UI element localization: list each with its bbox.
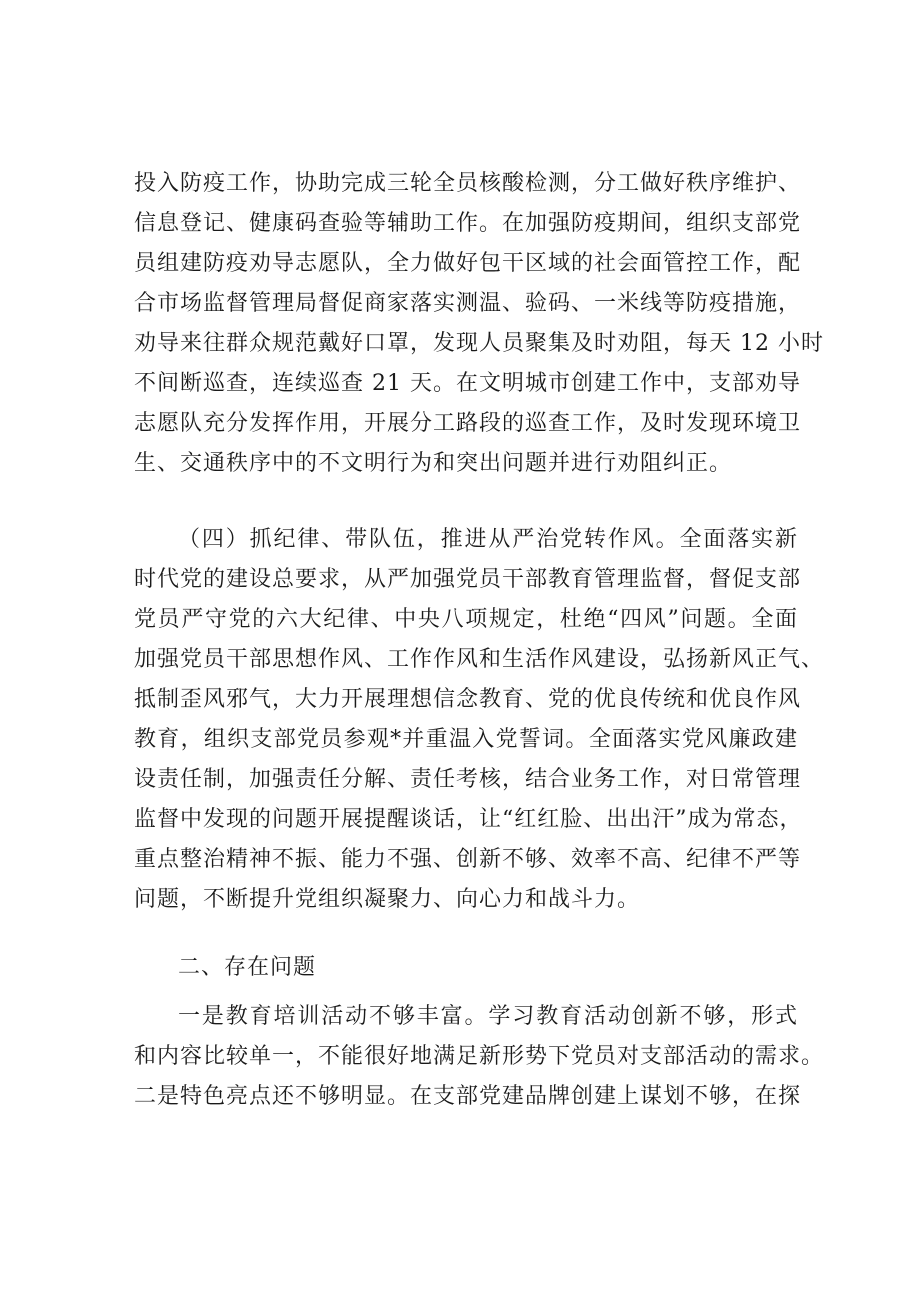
paragraph-line: 加强党员干部思想作风、工作作风和生活作风建设，弘扬新风正气、 — [134, 647, 825, 672]
paragraph-line: 生、交通秩序中的不文明行为和突出问题并进行劝阻纠正。 — [134, 451, 733, 476]
paragraph-line: 员组建防疫劝导志愿队，全力做好包干区域的社会面管控工作，配 — [134, 251, 802, 276]
paragraph-line: 抵制歪风邪气，大力开展理想信念教育、党的优良传统和优良作风 — [134, 687, 802, 712]
paragraph-line: 二是特色亮点还不够明显。在支部党建品牌创建上谋划不够，在探 — [134, 1084, 802, 1109]
paragraph-line: 重点整治精神不振、能力不强、创新不够、效率不高、纪律不严等 — [134, 847, 802, 872]
paragraph-line: 信息登记、健康码查验等辅助工作。在加强防疫期间，组织支部党 — [134, 211, 802, 236]
paragraph-line: 志愿队充分发挥作用，开展分工路段的巡查工作，及时发现环境卫 — [134, 411, 802, 436]
section-heading-problems — [134, 948, 798, 988]
paragraph-problems — [134, 997, 825, 1117]
paragraph-line: 教育，组织支部党员参观*并重温入党誓词。全面落实党风廉政建 — [134, 727, 798, 752]
paragraph-line: 不间断巡查，连续巡查 21 天。在文明城市创建工作中，支部劝导 — [134, 371, 801, 396]
paragraph-line: （四）抓纪律、带队伍，推进从严治党转作风。全面落实新 — [178, 527, 798, 552]
paragraph-line: 党员严守党的六大纪律、中央八项规定，杜绝“四风”问题。全面 — [134, 607, 798, 632]
paragraph-discipline — [134, 520, 825, 920]
paragraph-line: 监督中发现的问题开展提醒谈话，让“红红脸、出出汗”成为常态， — [134, 807, 803, 832]
paragraph-line: 投入防疫工作，协助完成三轮全员核酸检测，分工做好秩序维护、 — [134, 171, 802, 196]
paragraph-line: 设责任制，加强责任分解、责任考核，结合业务工作，对日常管理 — [134, 767, 802, 792]
section-heading: 二、存在问题 — [178, 955, 317, 980]
paragraph-line: 一是教育培训活动不够丰富。学习教育活动创新不够，形式 — [178, 1004, 798, 1029]
paragraph-line: 合市场监督管理局督促商家落实测温、验码、一米线等防疫措施， — [134, 291, 802, 316]
paragraph-line: 和内容比较单一，不能很好地满足新形势下党员对支部活动的需求。 — [134, 1044, 825, 1069]
paragraph-line: 问题，不断提升党组织凝聚力、向心力和战斗力。 — [134, 887, 641, 912]
paragraph-line: 时代党的建设总要求，从严加强党员干部教育管理监督，督促支部 — [134, 567, 802, 592]
paragraph-epidemic-work — [134, 164, 824, 484]
paragraph-line: 劝导来往群众规范戴好口罩，发现人员聚集及时劝阻，每天 12 小时 — [134, 331, 824, 356]
